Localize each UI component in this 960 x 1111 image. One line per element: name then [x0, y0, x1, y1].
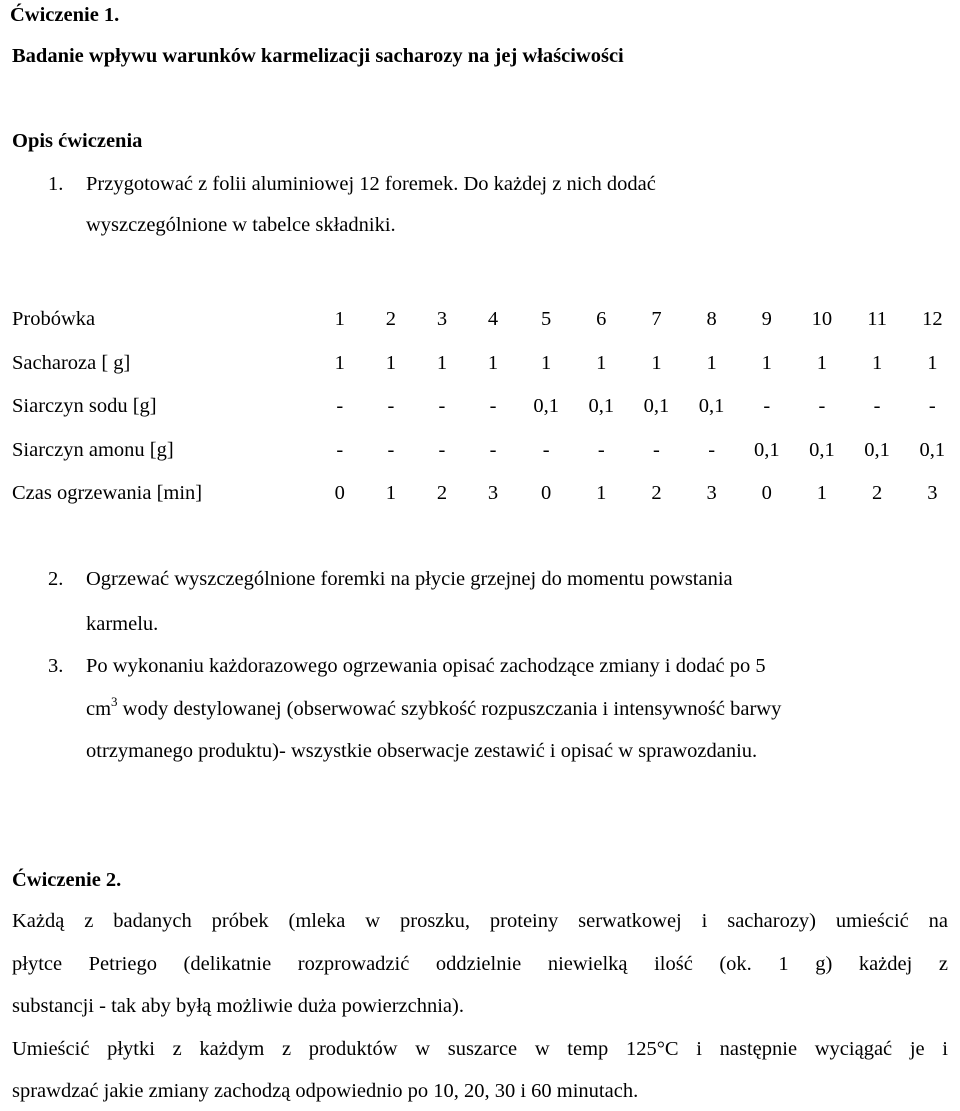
- table-cell: -: [336, 438, 344, 461]
- step-2-text-line-2: karmelu.: [86, 613, 159, 635]
- table-row: [12, 298, 960, 342]
- row-label: Probówka: [12, 308, 96, 331]
- table-row: [12, 342, 960, 386]
- table-cell: 1: [651, 351, 662, 374]
- row-label: Sacharoza [ g]: [12, 351, 131, 374]
- exercise-2-paragraph-2-line-2: sprawdzać jakie zmiany zachodzą odpowiednio po 10, 20, 30 i 60 minutach.: [12, 1080, 639, 1102]
- table-cell: 11: [867, 308, 887, 331]
- table-cell: -: [928, 395, 936, 418]
- step-1-number: 1.: [48, 173, 64, 195]
- table-cell: 1: [436, 351, 448, 374]
- exercise-2-heading: Ćwiczenie 2.: [12, 869, 122, 891]
- table-cell: 4: [487, 308, 499, 331]
- ingredients-table: [12, 298, 960, 516]
- row-label: Siarczyn amonu [g]: [12, 438, 174, 461]
- table-cell: -: [763, 395, 771, 418]
- table-cell: 2: [436, 482, 448, 505]
- exercise-2-paragraph-1-line-1: Każdą z badanych próbek (mleka w proszku, proteiny serwatkowej i sacharozy) umieścić na: [12, 910, 948, 932]
- table-cell: 0: [334, 482, 345, 505]
- table-cell: 8: [706, 308, 717, 331]
- unit-cm: cm: [86, 698, 112, 720]
- table-cell: 3: [927, 482, 938, 505]
- table-cell: 2: [651, 482, 662, 505]
- step-3-text-line-2-rest: wody destylowanej (obserwować szybkość rozpuszczania i intensywność barwy: [117, 698, 782, 720]
- table-cell: 1: [541, 351, 552, 374]
- table-cell: 0,1: [753, 438, 780, 461]
- table-row: [12, 472, 960, 516]
- step-3-text-line-2: [86, 694, 782, 721]
- step-3-text-line-3: otrzymanego produktu)- wszystkie obserwacje zestawić i opisać w sprawozdaniu.: [86, 740, 758, 762]
- table-cell: 1: [385, 482, 396, 505]
- exercise-1-heading: Ćwiczenie 1.: [10, 4, 120, 26]
- table-cell: 1: [927, 351, 938, 374]
- table-row: [12, 429, 960, 473]
- table-cell: 1: [334, 351, 345, 374]
- table-cell: 3: [436, 308, 448, 331]
- exercise-2-paragraph-1-line-3: substancji - tak aby byłą możliwie duża powierzchnia).: [12, 995, 464, 1017]
- table-row: [12, 385, 960, 429]
- table-cell: 1: [706, 351, 717, 374]
- table-cell: -: [542, 438, 550, 461]
- description-heading: Opis ćwiczenia: [12, 130, 143, 152]
- table-cell: -: [438, 395, 446, 418]
- table-cell: 9: [761, 308, 772, 331]
- table-cell: 1: [816, 351, 828, 374]
- table-cell: -: [708, 438, 716, 461]
- table-cell: 1: [761, 351, 772, 374]
- table-cell: -: [336, 395, 344, 418]
- table-cell: 12: [922, 308, 943, 331]
- table-cell: -: [387, 395, 395, 418]
- exercise-1-title: Badanie wpływu warunków karmelizacji sacharozy na jej właściwości: [12, 45, 624, 67]
- step-1-text-line-1: Przygotować z folii aluminiowej 12 foremek. Do każdej z nich dodać: [86, 173, 656, 195]
- table-cell: 7: [651, 308, 662, 331]
- table-cell: 0,1: [919, 438, 946, 461]
- table-cell: 0,1: [698, 395, 725, 418]
- table-cell: 1: [596, 482, 607, 505]
- table-cell: 1: [487, 351, 499, 374]
- table-cell: 2: [871, 482, 883, 505]
- table-cell: 0: [761, 482, 772, 505]
- table-cell: 0,1: [864, 438, 890, 461]
- table-cell: 3: [487, 482, 499, 505]
- table-cell: 1: [871, 351, 883, 374]
- table-cell: 6: [596, 308, 607, 331]
- table-cell: 10: [811, 308, 833, 331]
- table-cell: -: [653, 438, 660, 461]
- table-cell: 1: [596, 351, 607, 374]
- table-cell: 0,1: [643, 395, 670, 418]
- step-2-number: 2.: [48, 568, 64, 590]
- table-cell: 2: [385, 308, 396, 331]
- table-cell: 0,1: [809, 438, 835, 461]
- table-cell: -: [438, 438, 446, 461]
- table-cell: 0: [541, 482, 552, 505]
- table-cell: 1: [816, 482, 828, 505]
- exercise-2-paragraph-2-line-1: Umieścić płytki z każdym z produktów w suszarce w temp 125°C i następnie wyciągać je i: [12, 1038, 948, 1060]
- table-cell: -: [873, 395, 881, 418]
- exercise-2-paragraph-1-line-2: płytce Petriego (delikatnie rozprowadzić oddzielnie niewielką ilość (ok. 1 g) każdej z: [12, 953, 948, 975]
- step-3-number: 3.: [48, 655, 64, 677]
- table-cell: 3: [706, 482, 717, 505]
- table-cell: -: [489, 395, 497, 418]
- table-cell: 1: [385, 351, 396, 374]
- row-label: Siarczyn sodu [g]: [12, 395, 157, 418]
- table-cell: 5: [541, 308, 552, 331]
- row-label: Czas ogrzewania [min]: [12, 482, 203, 505]
- step-2-text-line-1: Ogrzewać wyszczególnione foremki na płycie grzejnej do momentu powstania: [86, 568, 733, 590]
- step-1-text-line-2: wyszczególnione w tabelce składniki.: [86, 214, 396, 236]
- table-cell: -: [597, 438, 605, 461]
- table-cell: -: [489, 438, 497, 461]
- table-cell: 1: [334, 308, 345, 331]
- table-cell: 0,1: [533, 395, 559, 418]
- table-cell: -: [387, 438, 395, 461]
- step-3-text-line-1: Po wykonaniu każdorazowego ogrzewania opisać zachodzące zmiany i dodać po 5: [86, 655, 766, 677]
- unit-exponent: 3: [111, 694, 118, 709]
- table-cell: 0,1: [588, 395, 615, 418]
- table-cell: -: [818, 395, 826, 418]
